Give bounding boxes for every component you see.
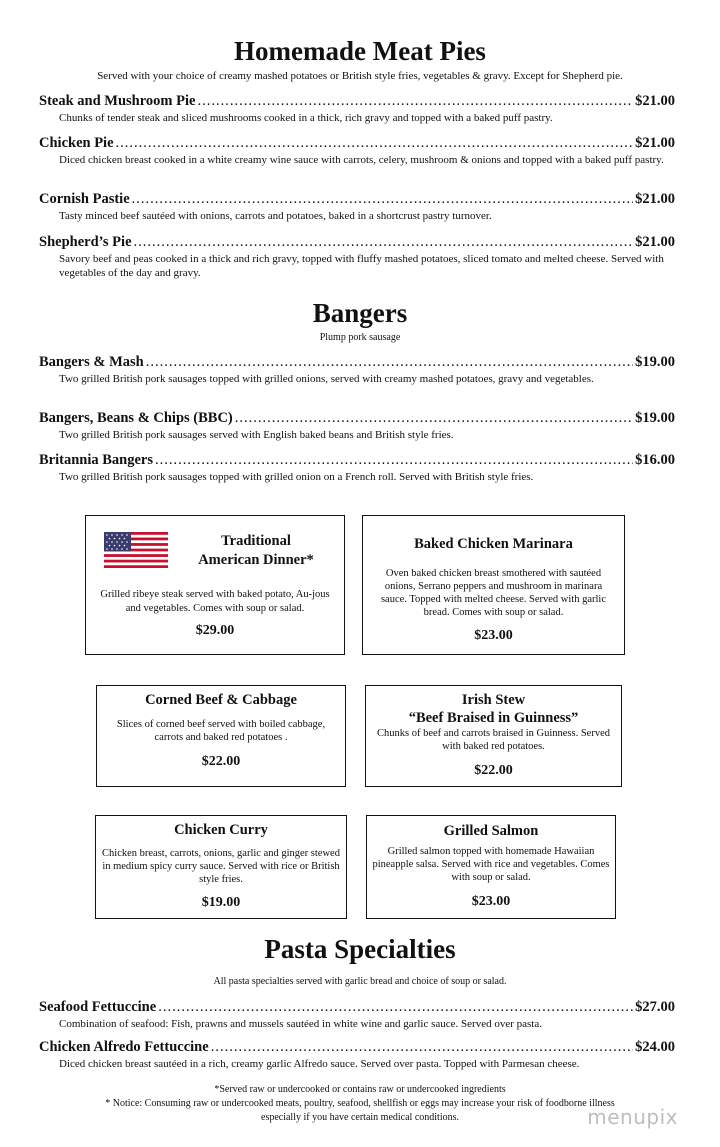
special-title-line2: American Dinner* [198, 552, 314, 568]
menu-item-steak-mushroom-pie [39, 93, 675, 125]
menu-item-seafood-fettuccine [39, 999, 675, 1031]
pasta-title: Pasta Specialties [264, 934, 456, 964]
menu-item-cornish-pastie [39, 191, 675, 223]
notice-line3: especially if you have certain medical conditions. [261, 1112, 459, 1123]
item-description: Chunks of tender steak and sliced mushrooms cooked in a thick, rich gravy and topped with a baked puff pastry. [59, 112, 553, 124]
item-price: $19.00 [635, 354, 675, 370]
item-price: $24.00 [635, 1039, 675, 1055]
notice-line1: *Served raw or undercooked or contains raw or undercooked ingredients [214, 1084, 506, 1095]
special-description: Chicken breast, carrots, onions, garlic and ginger stewed in medium spicy curry sauce. Served with rice or British style fries. [102, 848, 340, 885]
special-title-line1: Irish Stew [461, 692, 526, 708]
item-name: Chicken Alfredo Fettuccine [39, 1039, 209, 1055]
item-price: $16.00 [635, 452, 675, 468]
item-name: Bangers & Mash [39, 354, 144, 370]
item-name: Steak and Mushroom Pie [39, 93, 196, 109]
special-price: $19.00 [201, 895, 241, 910]
item-name: Chicken Pie [39, 135, 114, 151]
menu-item-bbc [39, 410, 675, 442]
item-description: Combination of seafood: Fish, prawns and mussels sautéed in white wine and garlic sauce. Served over pasta. [59, 1018, 542, 1030]
item-name: Seafood Fettuccine [39, 999, 157, 1015]
special-title: Baked Chicken Marinara [414, 536, 573, 552]
item-price: $21.00 [635, 234, 675, 250]
meat-pies-title: Homemade Meat Pies [234, 36, 486, 66]
special-american-dinner [85, 515, 345, 655]
item-name: Britannia Bangers [39, 452, 153, 468]
special-price: $22.00 [474, 763, 513, 778]
special-grilled-salmon [366, 815, 616, 919]
item-price: $21.00 [635, 191, 675, 207]
bangers-title: Bangers [312, 298, 408, 328]
item-description: Two grilled British pork sausages topped with grilled onions, served with creamy mashed potatoes, gravy and vegetables. [59, 373, 594, 385]
item-description: Diced chicken breast sautéed in a rich, creamy garlic Alfredo sauce. Served over pasta. Topped with Parmesan cheese. [59, 1058, 580, 1070]
special-title: Grilled Salmon [443, 823, 539, 839]
special-description: Grilled salmon topped with homemade Hawaiian pineapple salsa. Served with rice and vegetables. Comes with soup or salad. [372, 846, 610, 883]
menu-item-britannia-bangers [39, 452, 675, 484]
special-title-line1: Traditional [221, 533, 291, 549]
special-chicken-marinara [362, 515, 625, 655]
item-description: Two grilled British pork sausages served with English baked beans and British style fries. [59, 429, 454, 441]
item-name: Bangers, Beans & Chips (BBC) [39, 410, 233, 426]
item-description: Savory beef and peas cooked in a thick and rich gravy, topped with fluffy mashed potatoes, sliced tomato and melted cheese. Served with vegetables of the day and gravy. [59, 253, 664, 279]
special-irish-stew [365, 685, 622, 787]
item-description: Diced chicken breast cooked in a white creamy wine sauce with carrots, celery, mushroom & onions and topped with a baked puff pastry. [59, 154, 664, 166]
special-description: Chunks of beef and carrots braised in Guinness. Served with baked red potatoes. [377, 728, 610, 752]
item-description: Tasty minced beef sautéed with onions, carrots and potatoes, baked in a shortcrust pastry turnover. [59, 210, 492, 222]
special-price: $22.00 [201, 754, 241, 769]
bangers-subtitle: Plump pork sausage [319, 332, 401, 343]
special-title: Corned Beef & Cabbage [145, 692, 297, 708]
menu-item-shepherds-pie [39, 234, 675, 280]
special-chicken-curry [95, 815, 347, 919]
menu-item-chicken-alfredo [39, 1039, 675, 1071]
item-name: Cornish Pastie [39, 191, 130, 207]
special-price: $29.00 [195, 623, 235, 638]
pasta-subtitle: All pasta specialties served with garlic bread and choice of soup or salad. [213, 976, 507, 987]
menupix-watermark: menupix [587, 1105, 678, 1129]
item-price: $21.00 [635, 93, 675, 109]
american-flag-icon [104, 532, 168, 568]
notice-line2: * Notice: Consuming raw or undercooked meats, poultry, seafood, shellfish or eggs may increase your risk of foodborne illness [105, 1098, 615, 1109]
special-description: Slices of corned beef served with boiled cabbage, carrots and baked red potatoes . [116, 719, 326, 743]
special-description: Grilled ribeye steak served with baked potato, Au-jous and vegetables. Comes with soup or salad. [100, 589, 330, 614]
special-description: Oven baked chicken breast smothered with sautéed onions, Serrano peppers and mushroom in marinara sauce. Topped with melted cheese. Served with garlic bread. Comes with soup or salad. [380, 568, 607, 618]
item-description: Two grilled British pork sausages topped with grilled onion on a French roll. Served with British style fries. [59, 471, 534, 483]
item-name: Shepherd’s Pie [39, 234, 132, 250]
special-price: $23.00 [471, 894, 511, 909]
menu-item-bangers-mash [39, 354, 675, 386]
item-price: $27.00 [635, 999, 675, 1015]
special-title: Chicken Curry [174, 822, 268, 838]
special-price: $23.00 [474, 628, 513, 643]
menu-item-chicken-pie [39, 135, 675, 167]
special-title-line2: “Beef Braised in Guinness” [408, 710, 579, 726]
item-price: $19.00 [635, 410, 675, 426]
meat-pies-subtitle: Served with your choice of creamy mashed potatoes or British style fries, vegetables & gravy. Except for Shepherd pie. [97, 70, 623, 82]
special-corned-beef [96, 685, 346, 787]
item-price: $21.00 [635, 135, 675, 151]
